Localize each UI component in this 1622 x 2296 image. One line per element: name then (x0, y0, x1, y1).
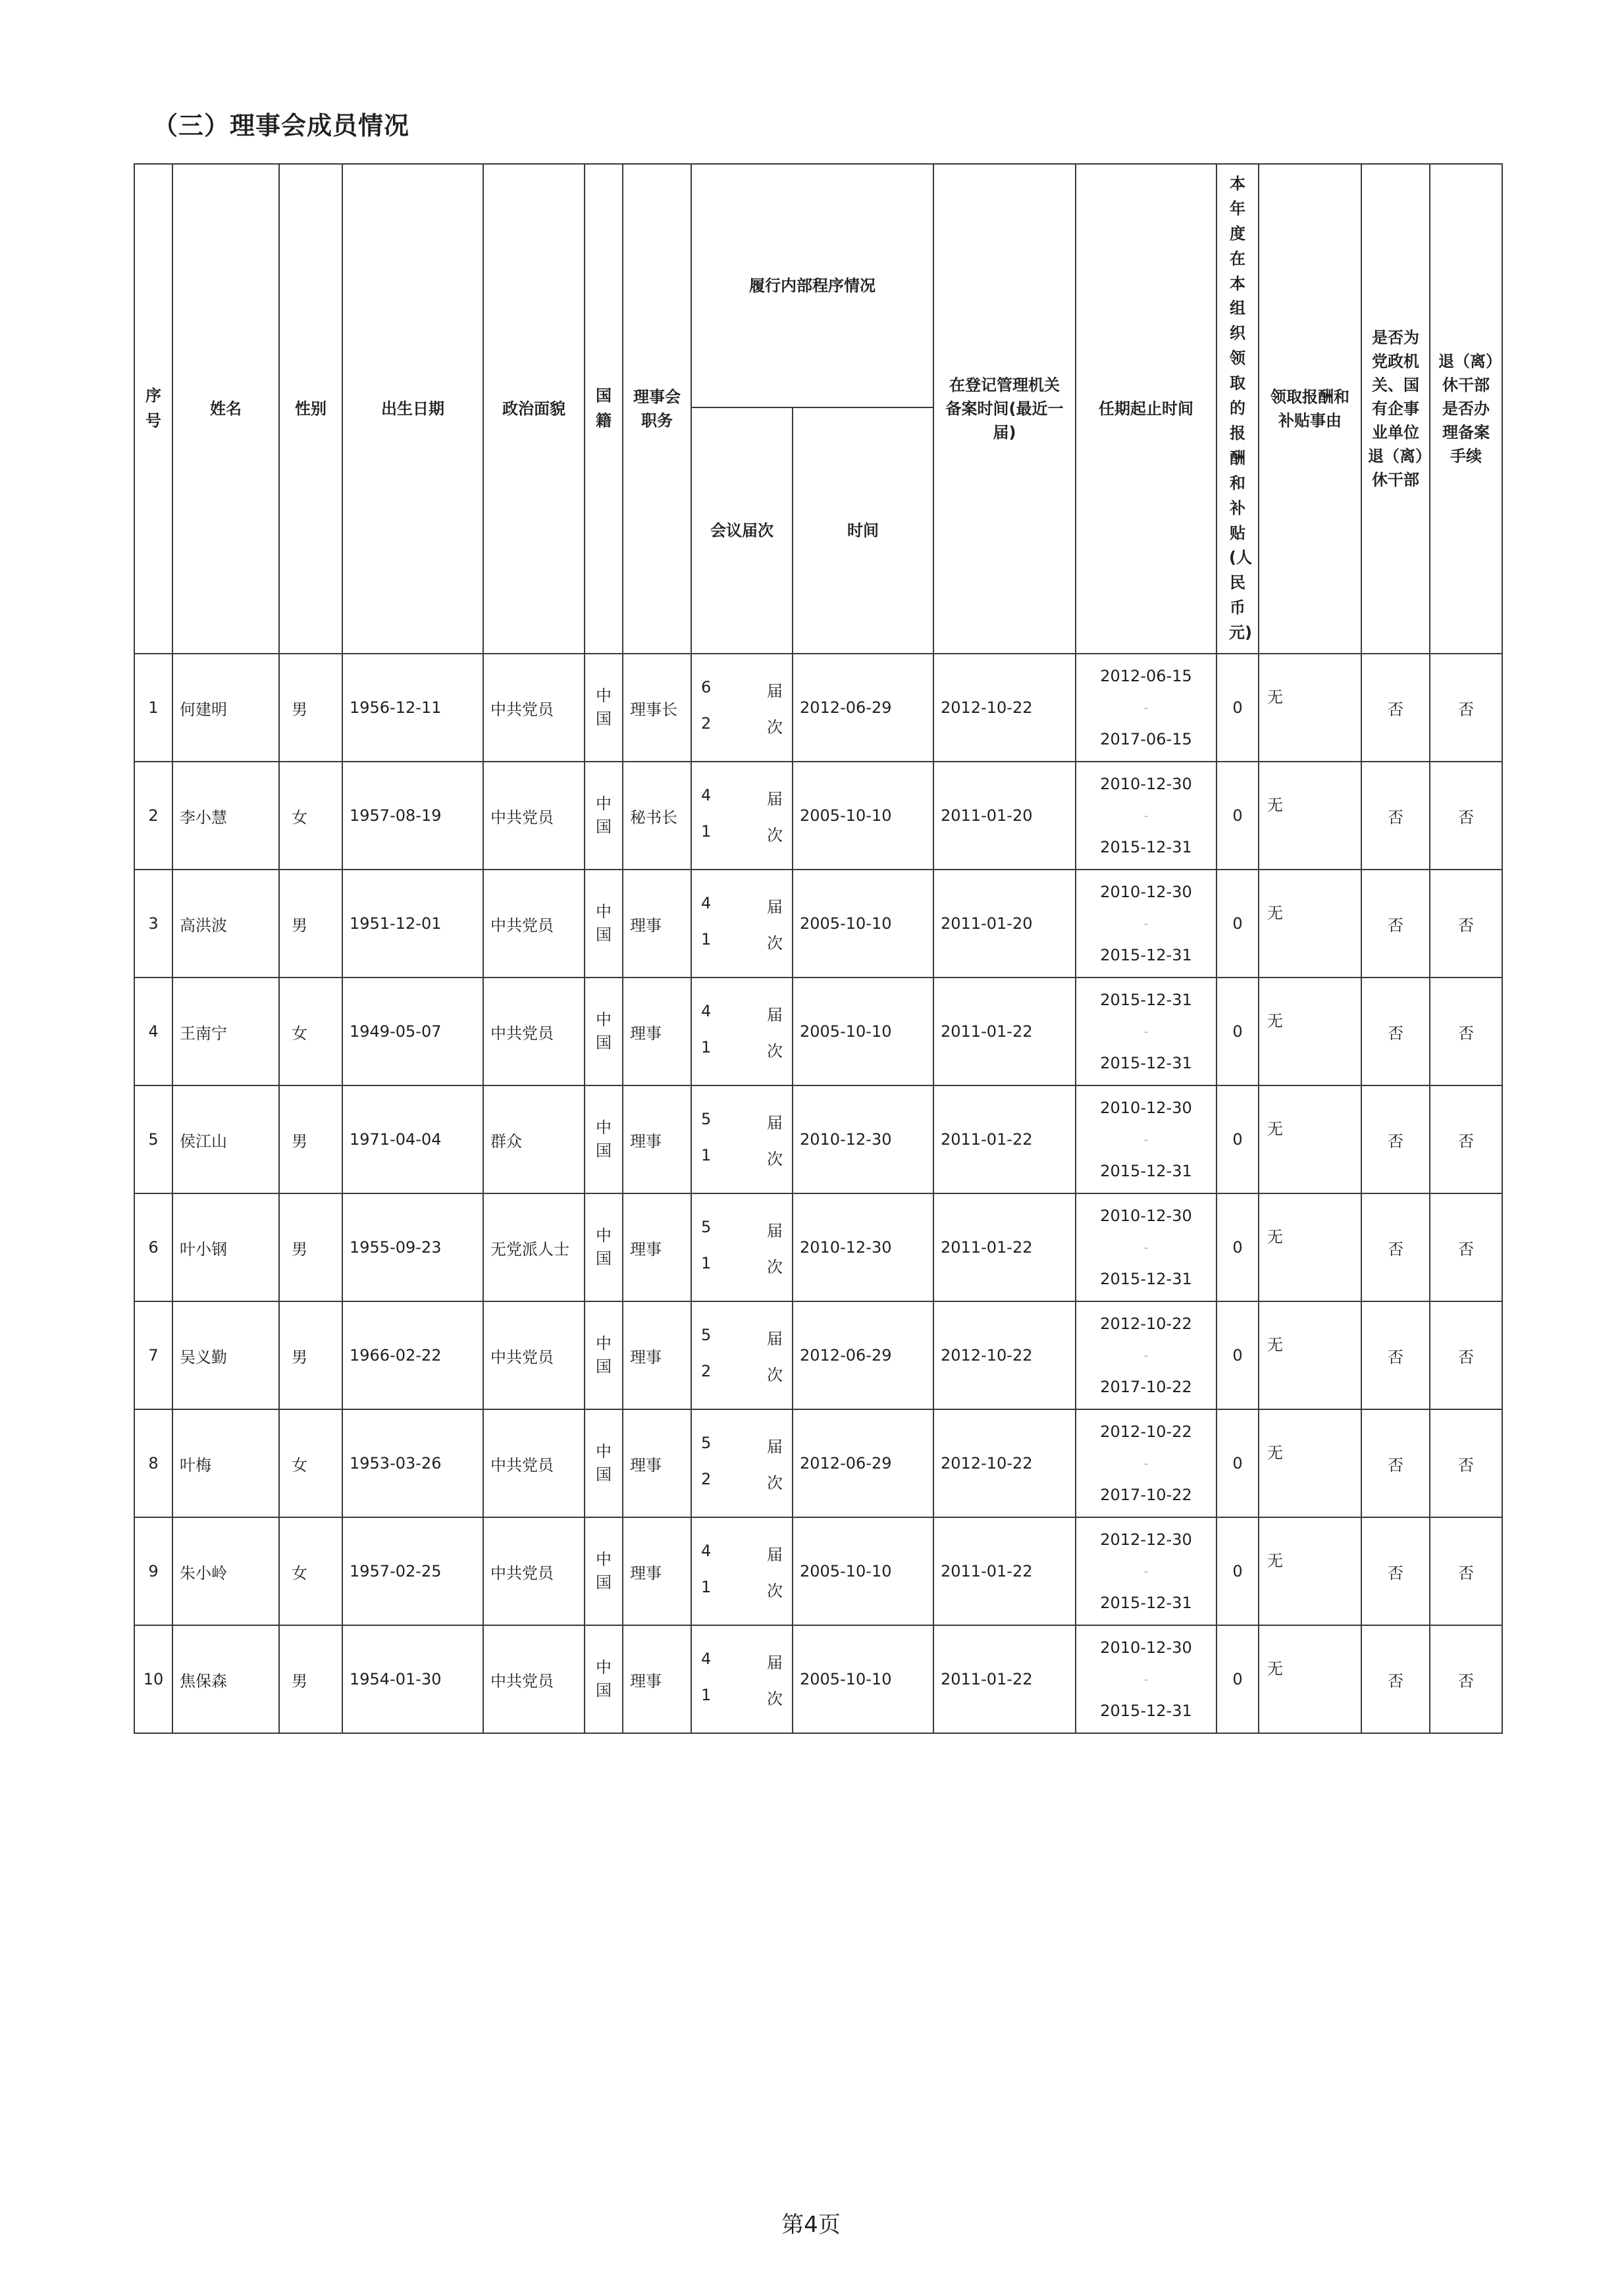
session-unit: 届 (767, 1006, 783, 1024)
cell-term (1076, 654, 1216, 762)
count-number: 1 (701, 1686, 712, 1704)
term-start: 2010-12-30 (1100, 883, 1192, 901)
header-gender: 性别 (279, 164, 342, 654)
table-row (134, 1301, 1502, 1409)
cell-birth: 1954-01-30 (342, 1625, 483, 1733)
cell-gender: 女 (279, 978, 342, 1085)
cell-term (1076, 762, 1216, 870)
cell-reason: 无 (1259, 1085, 1361, 1193)
cell-salary: 0 (1216, 1085, 1259, 1193)
table-row (134, 1409, 1502, 1517)
count-number: 1 (701, 1146, 712, 1164)
cell-position: 理事 (623, 1517, 691, 1625)
term-end: 2015-12-31 (1100, 838, 1192, 856)
term-start: 2010-12-30 (1100, 1099, 1192, 1117)
cell-term (1076, 978, 1216, 1085)
cell-time: 2010-12-30 (793, 1085, 933, 1193)
session-unit: 届 (767, 1222, 783, 1240)
cell-filing-done: 否 (1430, 1625, 1502, 1733)
header-retired: 是否为党政机关、国有企事业单位退（离）休干部 (1361, 164, 1430, 654)
cell-session (691, 654, 793, 762)
cell-filing: 2012-10-22 (933, 654, 1076, 762)
cell-retired: 否 (1361, 1301, 1430, 1409)
count-number: 2 (701, 1470, 712, 1488)
cell-gender: 男 (279, 1085, 342, 1193)
cell-seq: 7 (134, 1301, 172, 1409)
cell-gender: 女 (279, 1517, 342, 1625)
board-members-table (134, 163, 1503, 1734)
term-end: 2015-12-31 (1100, 1270, 1192, 1288)
cell-name: 李小慧 (172, 762, 279, 870)
cell-reason: 无 (1259, 1517, 1361, 1625)
cell-term (1076, 1193, 1216, 1301)
count-number: 2 (701, 714, 712, 733)
header-term: 任期起止时间 (1076, 164, 1216, 654)
cell-reason: 无 (1259, 1301, 1361, 1409)
cell-gender: 男 (279, 654, 342, 762)
table-row (134, 1625, 1502, 1733)
session-unit: 届 (767, 682, 783, 700)
cell-filing: 2011-01-22 (933, 978, 1076, 1085)
cell-gender: 男 (279, 1193, 342, 1301)
session-number: 4 (701, 1002, 712, 1020)
cell-name: 何建明 (172, 654, 279, 762)
cell-gender: 男 (279, 1301, 342, 1409)
header-nationality: 国籍 (585, 164, 623, 654)
header-seq: 序号 (134, 164, 172, 654)
session-number: 4 (701, 786, 712, 804)
cell-position: 理事 (623, 1085, 691, 1193)
cell-reason: 无 (1259, 762, 1361, 870)
cell-political: 中共党员 (483, 762, 585, 870)
term-separator: - (1143, 808, 1149, 823)
term-start: 2012-12-30 (1100, 1530, 1192, 1549)
cell-session (691, 762, 793, 870)
cell-seq: 6 (134, 1193, 172, 1301)
cell-time: 2005-10-10 (793, 1625, 933, 1733)
cell-salary: 0 (1216, 978, 1259, 1085)
cell-political: 无党派人士 (483, 1193, 585, 1301)
cell-salary: 0 (1216, 1625, 1259, 1733)
term-separator: - (1143, 1240, 1149, 1255)
session-number: 4 (701, 894, 712, 912)
header-time: 时间 (793, 407, 933, 654)
session-unit: 届 (767, 1330, 783, 1348)
term-end: 2017-06-15 (1100, 730, 1192, 748)
table-row (134, 978, 1502, 1085)
cell-position: 理事 (623, 1193, 691, 1301)
count-unit: 次 (767, 1690, 783, 1708)
cell-name: 叶梅 (172, 1409, 279, 1517)
session-number: 4 (701, 1542, 712, 1560)
cell-time: 2010-12-30 (793, 1193, 933, 1301)
cell-name: 吴义勤 (172, 1301, 279, 1409)
cell-political: 中共党员 (483, 654, 585, 762)
term-separator: - (1143, 1132, 1149, 1147)
cell-salary: 0 (1216, 1409, 1259, 1517)
cell-position: 理事 (623, 978, 691, 1085)
cell-nationality: 中国 (585, 762, 623, 870)
cell-birth: 1951-12-01 (342, 870, 483, 978)
cell-position: 秘书长 (623, 762, 691, 870)
page-number: 第4页 (781, 2212, 841, 2238)
term-separator: - (1143, 1348, 1149, 1363)
cell-filing: 2012-10-22 (933, 1301, 1076, 1409)
session-number: 6 (701, 678, 712, 696)
cell-nationality: 中国 (585, 978, 623, 1085)
term-start: 2010-12-30 (1100, 1207, 1192, 1225)
cell-session (691, 1085, 793, 1193)
cell-salary: 0 (1216, 1193, 1259, 1301)
cell-gender: 男 (279, 1625, 342, 1733)
session-number: 4 (701, 1650, 712, 1668)
count-unit: 次 (767, 1150, 783, 1168)
term-end: 2015-12-31 (1100, 1702, 1192, 1720)
cell-time: 2012-06-29 (793, 654, 933, 762)
header-procedure: 履行内部程序情况 (691, 164, 933, 407)
session-number: 5 (701, 1434, 712, 1452)
cell-salary: 0 (1216, 762, 1259, 870)
cell-nationality: 中国 (585, 654, 623, 762)
count-unit: 次 (767, 1582, 783, 1600)
term-start: 2015-12-31 (1100, 991, 1192, 1009)
cell-political: 中共党员 (483, 978, 585, 1085)
cell-political: 中共党员 (483, 870, 585, 978)
cell-retired: 否 (1361, 1517, 1430, 1625)
cell-retired: 否 (1361, 1085, 1430, 1193)
table-row (134, 1193, 1502, 1301)
cell-name: 焦保森 (172, 1625, 279, 1733)
term-end: 2015-12-31 (1100, 1162, 1192, 1180)
term-start: 2012-10-22 (1100, 1422, 1192, 1441)
count-unit: 次 (767, 718, 783, 737)
term-end: 2017-10-22 (1100, 1486, 1192, 1504)
header-name: 姓名 (172, 164, 279, 654)
cell-birth: 1957-08-19 (342, 762, 483, 870)
cell-birth: 1956-12-11 (342, 654, 483, 762)
cell-term (1076, 870, 1216, 978)
cell-filing-done: 否 (1430, 1517, 1502, 1625)
term-end: 2017-10-22 (1100, 1378, 1192, 1396)
cell-salary: 0 (1216, 1301, 1259, 1409)
cell-seq: 8 (134, 1409, 172, 1517)
cell-term (1076, 1517, 1216, 1625)
session-unit: 届 (767, 1114, 783, 1132)
cell-term (1076, 1409, 1216, 1517)
cell-filing: 2011-01-20 (933, 762, 1076, 870)
cell-seq: 5 (134, 1085, 172, 1193)
term-start: 2012-06-15 (1100, 667, 1192, 685)
term-separator: - (1143, 700, 1149, 715)
cell-gender: 男 (279, 870, 342, 978)
term-separator: - (1143, 1672, 1149, 1686)
cell-session (691, 870, 793, 978)
header-reason: 领取报酬和补贴事由 (1259, 164, 1361, 654)
count-unit: 次 (767, 1474, 783, 1492)
cell-gender: 女 (279, 762, 342, 870)
cell-salary: 0 (1216, 1517, 1259, 1625)
cell-filing-done: 否 (1430, 870, 1502, 978)
cell-nationality: 中国 (585, 1517, 623, 1625)
cell-filing-done: 否 (1430, 1085, 1502, 1193)
cell-retired: 否 (1361, 762, 1430, 870)
cell-session (691, 1625, 793, 1733)
cell-nationality: 中国 (585, 1085, 623, 1193)
cell-salary: 0 (1216, 654, 1259, 762)
count-unit: 次 (767, 1366, 783, 1384)
term-separator: - (1143, 1564, 1149, 1578)
cell-reason: 无 (1259, 978, 1361, 1085)
count-number: 1 (701, 1578, 712, 1596)
cell-birth: 1955-09-23 (342, 1193, 483, 1301)
cell-seq: 3 (134, 870, 172, 978)
cell-name: 高洪波 (172, 870, 279, 978)
term-start: 2010-12-30 (1100, 775, 1192, 793)
count-unit: 次 (767, 934, 783, 952)
cell-birth: 1957-02-25 (342, 1517, 483, 1625)
cell-salary: 0 (1216, 870, 1259, 978)
cell-session (691, 1301, 793, 1409)
cell-time: 2012-06-29 (793, 1301, 933, 1409)
cell-filing: 2011-01-22 (933, 1625, 1076, 1733)
cell-gender: 女 (279, 1409, 342, 1517)
term-start: 2012-10-22 (1100, 1315, 1192, 1333)
cell-political: 群众 (483, 1085, 585, 1193)
session-unit: 届 (767, 790, 783, 808)
cell-filing-done: 否 (1430, 1193, 1502, 1301)
cell-nationality: 中国 (585, 1301, 623, 1409)
table-header (134, 164, 1502, 654)
cell-reason: 无 (1259, 1625, 1361, 1733)
cell-birth: 1966-02-22 (342, 1301, 483, 1409)
cell-filing: 2011-01-20 (933, 870, 1076, 978)
cell-time: 2005-10-10 (793, 762, 933, 870)
section-title: （三）理事会成员情况 (153, 111, 410, 140)
cell-nationality: 中国 (585, 1193, 623, 1301)
cell-reason: 无 (1259, 870, 1361, 978)
count-unit: 次 (767, 826, 783, 845)
count-number: 1 (701, 1038, 712, 1057)
cell-reason: 无 (1259, 654, 1361, 762)
cell-birth: 1949-05-07 (342, 978, 483, 1085)
cell-retired: 否 (1361, 1625, 1430, 1733)
count-number: 2 (701, 1362, 712, 1380)
cell-name: 侯江山 (172, 1085, 279, 1193)
cell-nationality: 中国 (585, 1625, 623, 1733)
cell-name: 叶小钢 (172, 1193, 279, 1301)
cell-filing-done: 否 (1430, 762, 1502, 870)
cell-filing: 2012-10-22 (933, 1409, 1076, 1517)
header-political: 政治面貌 (483, 164, 585, 654)
cell-political: 中共党员 (483, 1301, 585, 1409)
table-row (134, 870, 1502, 978)
header-position: 理事会职务 (623, 164, 691, 654)
cell-session (691, 1409, 793, 1517)
cell-seq: 10 (134, 1625, 172, 1733)
cell-birth: 1971-04-04 (342, 1085, 483, 1193)
cell-session (691, 978, 793, 1085)
cell-session (691, 1517, 793, 1625)
cell-time: 2005-10-10 (793, 978, 933, 1085)
term-end: 2015-12-31 (1100, 946, 1192, 964)
cell-time: 2005-10-10 (793, 1517, 933, 1625)
cell-political: 中共党员 (483, 1517, 585, 1625)
header-birth: 出生日期 (342, 164, 483, 654)
session-unit: 届 (767, 1654, 783, 1672)
term-end: 2015-12-31 (1100, 1594, 1192, 1612)
cell-position: 理事 (623, 1625, 691, 1733)
table-body (134, 654, 1502, 1733)
cell-reason: 无 (1259, 1409, 1361, 1517)
cell-retired: 否 (1361, 870, 1430, 978)
table-row (134, 762, 1502, 870)
cell-filing-done: 否 (1430, 1301, 1502, 1409)
term-end: 2015-12-31 (1100, 1054, 1192, 1072)
cell-filing-done: 否 (1430, 654, 1502, 762)
cell-time: 2005-10-10 (793, 870, 933, 978)
cell-filing: 2011-01-22 (933, 1517, 1076, 1625)
cell-seq: 4 (134, 978, 172, 1085)
header-session: 会议届次 (691, 407, 793, 654)
cell-seq: 2 (134, 762, 172, 870)
count-number: 1 (701, 1254, 712, 1272)
cell-retired: 否 (1361, 1409, 1430, 1517)
cell-filing: 2011-01-22 (933, 1085, 1076, 1193)
term-separator: - (1143, 1456, 1149, 1471)
count-number: 1 (701, 930, 712, 949)
cell-name: 朱小岭 (172, 1517, 279, 1625)
cell-political: 中共党员 (483, 1625, 585, 1733)
cell-retired: 否 (1361, 978, 1430, 1085)
table-row (134, 1085, 1502, 1193)
cell-term (1076, 1301, 1216, 1409)
cell-position: 理事 (623, 870, 691, 978)
cell-position: 理事 (623, 1301, 691, 1409)
session-unit: 届 (767, 1546, 783, 1564)
term-start: 2010-12-30 (1100, 1638, 1192, 1657)
session-unit: 届 (767, 1438, 783, 1456)
cell-time: 2012-06-29 (793, 1409, 933, 1517)
cell-reason: 无 (1259, 1193, 1361, 1301)
count-number: 1 (701, 822, 712, 841)
cell-position: 理事 (623, 1409, 691, 1517)
session-number: 5 (701, 1218, 712, 1236)
session-number: 5 (701, 1326, 712, 1344)
count-unit: 次 (767, 1258, 783, 1276)
cell-filing-done: 否 (1430, 1409, 1502, 1517)
term-separator: - (1143, 1024, 1149, 1039)
cell-filing: 2011-01-22 (933, 1193, 1076, 1301)
cell-position: 理事长 (623, 654, 691, 762)
header-filing-done: 退（离）休干部是否办理备案手续 (1430, 164, 1502, 654)
cell-birth: 1953-03-26 (342, 1409, 483, 1517)
cell-filing-done: 否 (1430, 978, 1502, 1085)
cell-nationality: 中国 (585, 870, 623, 978)
term-separator: - (1143, 916, 1149, 931)
cell-seq: 1 (134, 654, 172, 762)
session-number: 5 (701, 1110, 712, 1128)
table-row (134, 1517, 1502, 1625)
count-unit: 次 (767, 1042, 783, 1060)
table-row (134, 654, 1502, 762)
cell-nationality: 中国 (585, 1409, 623, 1517)
cell-retired: 否 (1361, 654, 1430, 762)
session-unit: 届 (767, 898, 783, 916)
cell-political: 中共党员 (483, 1409, 585, 1517)
cell-seq: 9 (134, 1517, 172, 1625)
header-salary: 本年度在本组织领取的报酬和补贴(人民币元) (1216, 164, 1259, 654)
cell-retired: 否 (1361, 1193, 1430, 1301)
cell-name: 王南宁 (172, 978, 279, 1085)
cell-session (691, 1193, 793, 1301)
cell-term (1076, 1085, 1216, 1193)
cell-term (1076, 1625, 1216, 1733)
header-filing: 在登记管理机关备案时间(最近一届) (933, 164, 1076, 654)
